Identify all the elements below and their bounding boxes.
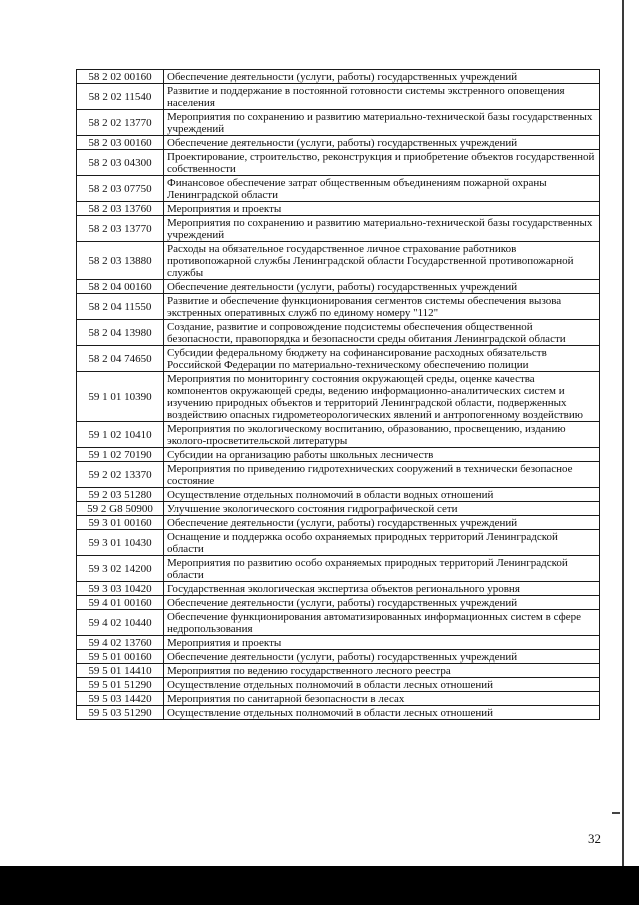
table-row <box>77 488 600 502</box>
table-row <box>77 422 600 448</box>
table-row <box>77 516 600 530</box>
table-row <box>77 462 600 488</box>
scan-edge-line <box>622 0 624 866</box>
table-row <box>77 110 600 136</box>
row-description: Обеспечение функционирования автоматизированных информационных систем в сфере недропользования <box>164 610 600 636</box>
table-row <box>77 556 600 582</box>
row-code: 58 2 04 74650 <box>77 346 164 372</box>
row-description: Обеспечение деятельности (услуги, работы) государственных учреждений <box>164 650 600 664</box>
row-description: Осуществление отдельных полномочий в области лесных отношений <box>164 706 600 720</box>
row-description: Мероприятия и проекты <box>164 636 600 650</box>
row-description: Финансовое обеспечение затрат общественным объединениям пожарной охраны Ленинградской области <box>164 176 600 202</box>
row-code: 58 2 03 04300 <box>77 150 164 176</box>
row-description: Обеспечение деятельности (услуги, работы) государственных учреждений <box>164 516 600 530</box>
row-code: 58 2 03 13770 <box>77 216 164 242</box>
row-description: Развитие и обеспечение функционирования сегментов системы обеспечения вызова экстренных оперативных служб по единому номеру "112" <box>164 294 600 320</box>
row-code: 59 3 01 00160 <box>77 516 164 530</box>
table-row <box>77 678 600 692</box>
table-row <box>77 372 600 422</box>
row-code: 59 4 01 00160 <box>77 596 164 610</box>
row-code: 59 1 02 10410 <box>77 422 164 448</box>
row-description: Мероприятия по приведению гидротехнических сооружений в технически безопасное состояние <box>164 462 600 488</box>
row-description: Проектирование, строительство, реконструкция и приобретение объектов государственной собственности <box>164 150 600 176</box>
row-description: Оснащение и поддержка особо охраняемых природных территорий Ленинградской области <box>164 530 600 556</box>
table-row <box>77 650 600 664</box>
table-row <box>77 346 600 372</box>
row-code: 59 3 01 10430 <box>77 530 164 556</box>
table-row <box>77 636 600 650</box>
row-description: Осуществление отдельных полномочий в области лесных отношений <box>164 678 600 692</box>
row-code: 58 2 02 00160 <box>77 70 164 84</box>
row-code: 59 1 02 70190 <box>77 448 164 462</box>
row-description: Субсидии федеральному бюджету на софинансирование расходных обязательств Российской Федерации по материально-техническому обеспечению полиции <box>164 346 600 372</box>
row-description: Мероприятия по развитию особо охраняемых природных территорий Ленинградской области <box>164 556 600 582</box>
row-description: Создание, развитие и сопровождение подсистемы обеспечения общественной безопасности, правопорядка и безопасности среды обитания Ленинградской области <box>164 320 600 346</box>
scan-edge-mark <box>612 812 620 814</box>
row-description: Мероприятия по сохранению и развитию материально-технической базы государственных учреждений <box>164 216 600 242</box>
row-description: Мероприятия по сохранению и развитию материально-технической базы государственных учреждений <box>164 110 600 136</box>
row-code: 58 2 03 00160 <box>77 136 164 150</box>
table-row <box>77 70 600 84</box>
table-row <box>77 136 600 150</box>
row-code: 59 3 03 10420 <box>77 582 164 596</box>
row-code: 58 2 03 13880 <box>77 242 164 280</box>
table-row <box>77 610 600 636</box>
row-description: Обеспечение деятельности (услуги, работы) государственных учреждений <box>164 596 600 610</box>
row-description: Мероприятия по ведению государственного лесного реестра <box>164 664 600 678</box>
row-code: 59 4 02 13760 <box>77 636 164 650</box>
table-row <box>77 176 600 202</box>
row-code: 59 5 01 14410 <box>77 664 164 678</box>
table-row <box>77 692 600 706</box>
row-code: 59 2 G8 50900 <box>77 502 164 516</box>
row-description: Обеспечение деятельности (услуги, работы) государственных учреждений <box>164 70 600 84</box>
table-row <box>77 706 600 720</box>
row-description: Мероприятия по санитарной безопасности в лесах <box>164 692 600 706</box>
row-description: Осуществление отдельных полномочий в области водных отношений <box>164 488 600 502</box>
table-row <box>77 294 600 320</box>
row-description: Развитие и поддержание в постоянной готовности системы экстренного оповещения населения <box>164 84 600 110</box>
row-code: 59 5 01 00160 <box>77 650 164 664</box>
row-code: 58 2 04 13980 <box>77 320 164 346</box>
row-description: Обеспечение деятельности (услуги, работы) государственных учреждений <box>164 280 600 294</box>
table-row <box>77 150 600 176</box>
table-row <box>77 530 600 556</box>
table-row <box>77 202 600 216</box>
row-code: 58 2 03 07750 <box>77 176 164 202</box>
row-description: Мероприятия по мониторингу состояния окружающей среды, оценке качества компонентов окружающей среды, ведению информационно-аналитических систем и изучению природных объектов и территорий Ленинградской области, подверженных воздействию опасных гидрометеорологических явлений и антропогенному воздействию <box>164 372 600 422</box>
table-row <box>77 582 600 596</box>
row-description: Улучшение экологического состояния гидрографической сети <box>164 502 600 516</box>
row-code: 59 1 01 10390 <box>77 372 164 422</box>
row-description: Мероприятия по экологическому воспитанию, образованию, просвещению, изданию эколого-просветительской литературы <box>164 422 600 448</box>
row-description: Государственная экологическая экспертиза объектов регионального уровня <box>164 582 600 596</box>
table-row <box>77 448 600 462</box>
table-row <box>77 216 600 242</box>
row-code: 58 2 03 13760 <box>77 202 164 216</box>
row-code: 59 2 03 51280 <box>77 488 164 502</box>
page-number: 32 <box>588 831 601 846</box>
table-row <box>77 84 600 110</box>
row-code: 58 2 04 00160 <box>77 280 164 294</box>
row-code: 59 4 02 10440 <box>77 610 164 636</box>
table-body <box>77 70 600 720</box>
row-code: 59 5 03 14420 <box>77 692 164 706</box>
table-row <box>77 596 600 610</box>
row-code: 58 2 02 13770 <box>77 110 164 136</box>
table-row <box>77 664 600 678</box>
row-code: 59 5 01 51290 <box>77 678 164 692</box>
row-code: 58 2 04 11550 <box>77 294 164 320</box>
table-row <box>77 242 600 280</box>
budget-codes-table <box>76 69 600 720</box>
table-row <box>77 280 600 294</box>
row-code: 59 3 02 14200 <box>77 556 164 582</box>
row-description: Субсидии на организацию работы школьных лесничеств <box>164 448 600 462</box>
row-description: Расходы на обязательное государственное личное страхование работников противопожарной службы Ленинградской области Государственной противопожарной службы <box>164 242 600 280</box>
row-code: 58 2 02 11540 <box>77 84 164 110</box>
row-code: 59 2 02 13370 <box>77 462 164 488</box>
table-row <box>77 320 600 346</box>
table-row <box>77 502 600 516</box>
row-description: Мероприятия и проекты <box>164 202 600 216</box>
row-description: Обеспечение деятельности (услуги, работы) государственных учреждений <box>164 136 600 150</box>
scan-border-bar <box>0 866 639 905</box>
row-code: 59 5 03 51290 <box>77 706 164 720</box>
